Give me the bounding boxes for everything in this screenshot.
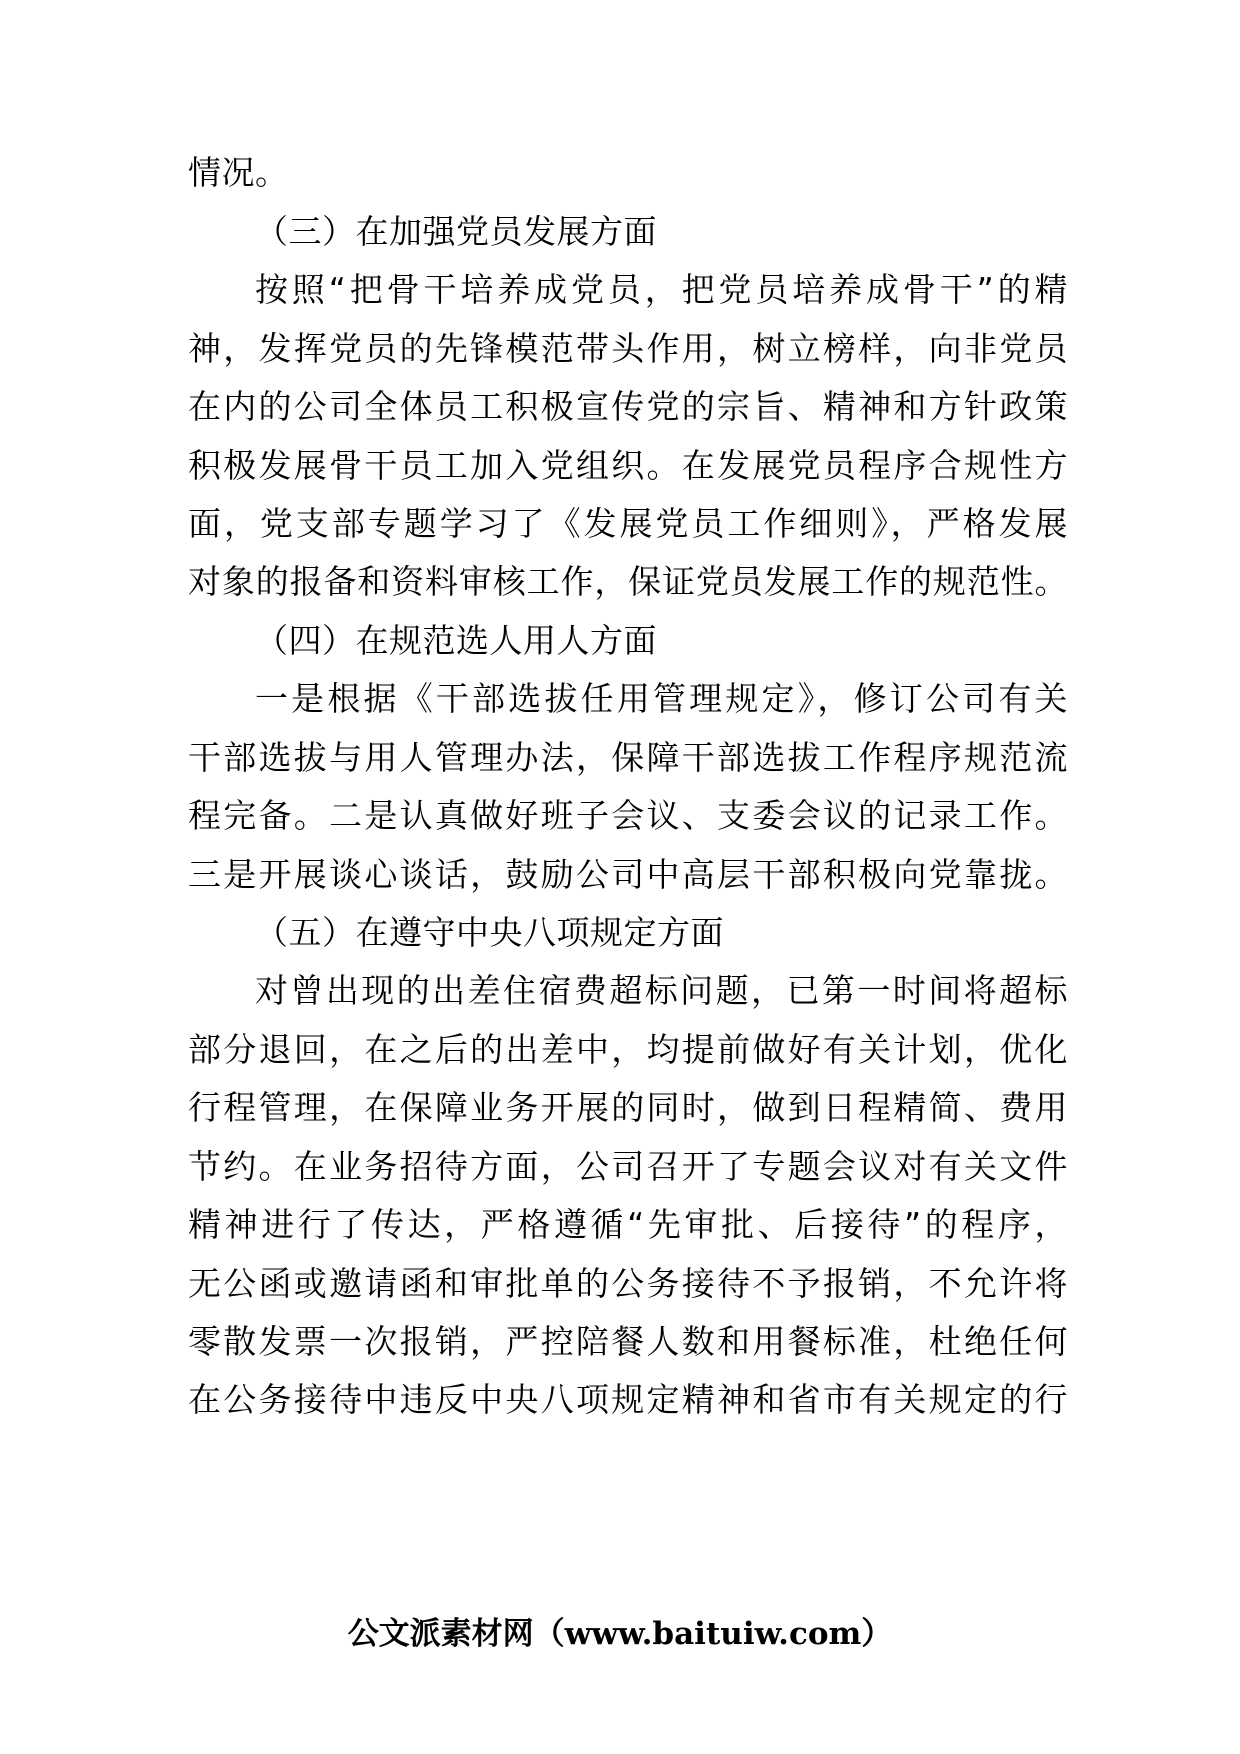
text-line: 神，发挥党员的先锋模范带头作用，树立榜样，向非党员 — [188, 329, 1068, 368]
section-heading-3: （三）在加强党员发展方面 — [255, 212, 657, 251]
text-line: 积极发展骨干员工加入党组织。在发展党员程序合规性方 — [188, 446, 1068, 485]
text-line: 在公务接待中违反中央八项规定精神和省市有关规定的行 — [188, 1380, 1068, 1419]
text-line: 精神进行了传达，严格遵循“先审批、后接待”的程序， — [188, 1205, 1068, 1244]
text-line: 情况。 — [188, 153, 289, 192]
text-line: 干部选拔与用人管理办法，保障干部选拔工作程序规范流 — [188, 738, 1068, 777]
text-line: 对象的报备和资料审核工作，保证党员发展工作的规范性。 — [188, 562, 1068, 601]
text-line: 按照“把骨干培养成党员，把党员培养成骨干”的精 — [255, 270, 1068, 309]
footer-source-link: 公文派素材网（www.baituiw.com） — [347, 1616, 893, 1652]
text-line: 一是根据《干部选拔任用管理规定》，修订公司有关 — [255, 679, 1068, 718]
text-line: 部分退回，在之后的出差中，均提前做好有关计划，优化 — [188, 1030, 1068, 1069]
section-heading-4: （四）在规范选人用人方面 — [255, 621, 657, 660]
text-line: 无公函或邀请函和审批单的公务接待不予报销，不允许将 — [188, 1264, 1068, 1303]
text-line: 零散发票一次报销，严控陪餐人数和用餐标准，杜绝任何 — [188, 1322, 1068, 1361]
section-heading-5: （五）在遵守中央八项规定方面 — [255, 913, 724, 952]
text-line: 行程管理，在保障业务开展的同时，做到日程精简、费用 — [188, 1088, 1068, 1127]
text-line: 三是开展谈心谈话，鼓励公司中高层干部积极向党靠拢。 — [188, 855, 1068, 894]
text-line: 面，党支部专题学习了《发展党员工作细则》，严格发展 — [188, 504, 1068, 543]
text-line: 节约。在业务招待方面，公司召开了专题会议对有关文件 — [188, 1147, 1068, 1186]
text-line: 对曾出现的出差住宿费超标问题，已第一时间将超标 — [255, 971, 1068, 1010]
text-line: 在内的公司全体员工积极宣传党的宗旨、精神和方针政策 — [188, 387, 1068, 426]
text-line: 程完备。二是认真做好班子会议、支委会议的记录工作。 — [188, 796, 1068, 835]
